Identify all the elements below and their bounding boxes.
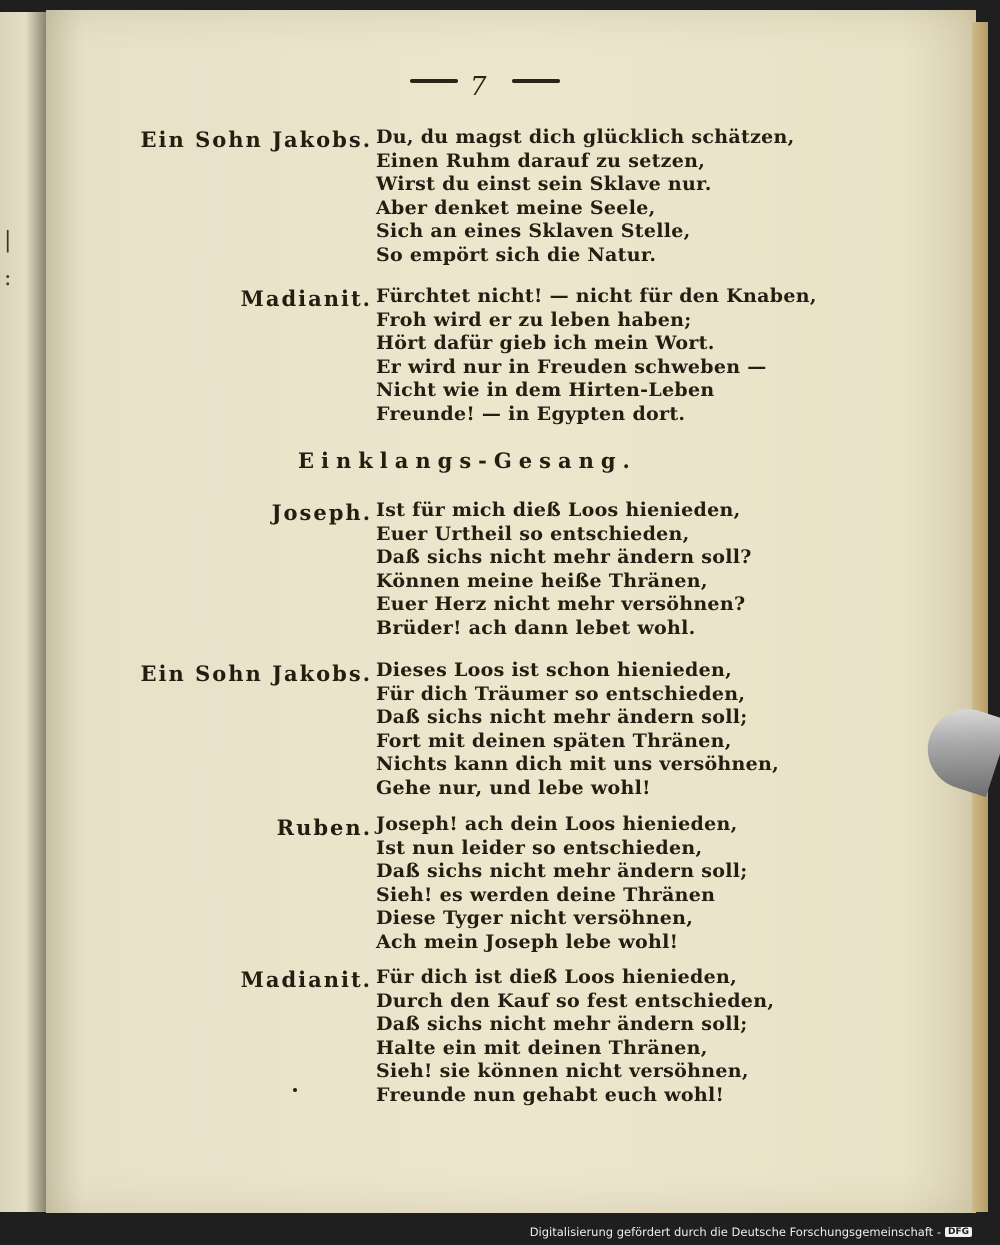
- verse-line: Daß sichs nicht mehr ändern soll;: [376, 860, 748, 883]
- verse-line: Freunde! — in Egypten dort.: [376, 402, 686, 425]
- verse-block: [376, 499, 752, 641]
- verse-line: Ist für mich dieß Loos hienieden,: [376, 499, 741, 521]
- verse-line: Ach mein Joseph lebe wohl!: [376, 930, 679, 953]
- verse-line: Ist nun leider so entschieden,: [376, 836, 703, 859]
- verse-line: Können meine heiße Thränen,: [376, 569, 708, 592]
- verse-line: Joseph! ach dein Loos hienieden,: [376, 813, 738, 835]
- verse-line: Aber denket meine Seele,: [376, 196, 656, 219]
- verse-line: Für dich Träumer so entschieden,: [376, 682, 746, 705]
- header-rule-left: [410, 79, 458, 83]
- verse-line: Euer Herz nicht mehr versöhnen?: [376, 593, 746, 616]
- verse-line: Er wird nur in Freuden schweben —: [376, 355, 767, 378]
- verse-line: Hört dafür gieb ich mein Wort.: [376, 332, 715, 355]
- speaker-name: Madianit.: [240, 967, 372, 992]
- speaker-name: Madianit.: [240, 286, 372, 311]
- verse-line: Du, du magst dich glücklich schätzen,: [376, 126, 795, 148]
- speaker-name: Joseph.: [271, 500, 372, 525]
- speaker-name: Ruben.: [276, 815, 372, 840]
- verse-line: Nicht wie in dem Hirten-Leben: [376, 379, 715, 402]
- credit-text: Digitalisierung gefördert durch die Deutsche Forschungsgemeinschaft -: [529, 1225, 941, 1239]
- digitization-credit: [530, 1225, 972, 1239]
- verse-line: Fürchtet nicht! — nicht für den Knaben,: [376, 285, 817, 307]
- speaker-name: Ein Sohn Jakobs.: [140, 127, 372, 152]
- dfg-logo: DFG: [945, 1227, 972, 1237]
- facing-page-edge: [0, 12, 46, 1212]
- verse-line: Für dich ist dieß Loos hienieden,: [376, 966, 738, 988]
- verse-block: [376, 813, 748, 955]
- page-number: 7: [470, 72, 487, 102]
- verse-line: So empört sich die Natur.: [376, 243, 657, 266]
- verse-line: Dieses Loos ist schon hienieden,: [376, 659, 733, 681]
- verse-line: Halte ein mit deinen Thränen,: [376, 1036, 708, 1059]
- verse-line: Sieh! sie können nicht versöhnen,: [376, 1060, 749, 1083]
- page-stack-edge: [972, 22, 988, 1212]
- verse-line: Brüder! ach dann lebet wohl.: [376, 616, 696, 639]
- verse-line: Daß sichs nicht mehr ändern soll?: [376, 546, 752, 569]
- verse-line: Nichts kann dich mit uns versöhnen,: [376, 753, 780, 776]
- header-rule-right: [512, 79, 560, 83]
- verse-line: Sieh! es werden deine Thränen: [376, 883, 716, 906]
- verse-line: Sich an eines Sklaven Stelle,: [376, 220, 691, 243]
- speaker-name: Ein Sohn Jakobs.: [140, 661, 372, 686]
- verse-block: [376, 966, 774, 1108]
- verse-block: [376, 285, 817, 427]
- verse-line: Diese Tyger nicht versöhnen,: [376, 907, 694, 930]
- verse-line: Einen Ruhm darauf zu setzen,: [376, 149, 706, 172]
- verse-line: Froh wird er zu leben haben;: [376, 308, 692, 331]
- ink-dot: [293, 1088, 297, 1092]
- section-heading: Einklangs-Gesang.: [298, 448, 637, 473]
- verse-line: Freunde nun gehabt euch wohl!: [376, 1083, 725, 1106]
- verse-block: [376, 659, 779, 801]
- facing-page-marks: | :: [4, 228, 12, 291]
- verse-line: Durch den Kauf so fest entschieden,: [376, 989, 775, 1012]
- verse-block: [376, 126, 795, 268]
- verse-line: Daß sichs nicht mehr ändern soll;: [376, 706, 748, 729]
- verse-line: Wirst du einst sein Sklave nur.: [376, 173, 712, 196]
- verse-line: Fort mit deinen späten Thränen,: [376, 729, 732, 752]
- verse-line: Daß sichs nicht mehr ändern soll;: [376, 1013, 748, 1036]
- verse-line: Euer Urtheil so entschieden,: [376, 522, 690, 545]
- verse-line: Gehe nur, und lebe wohl!: [376, 776, 651, 799]
